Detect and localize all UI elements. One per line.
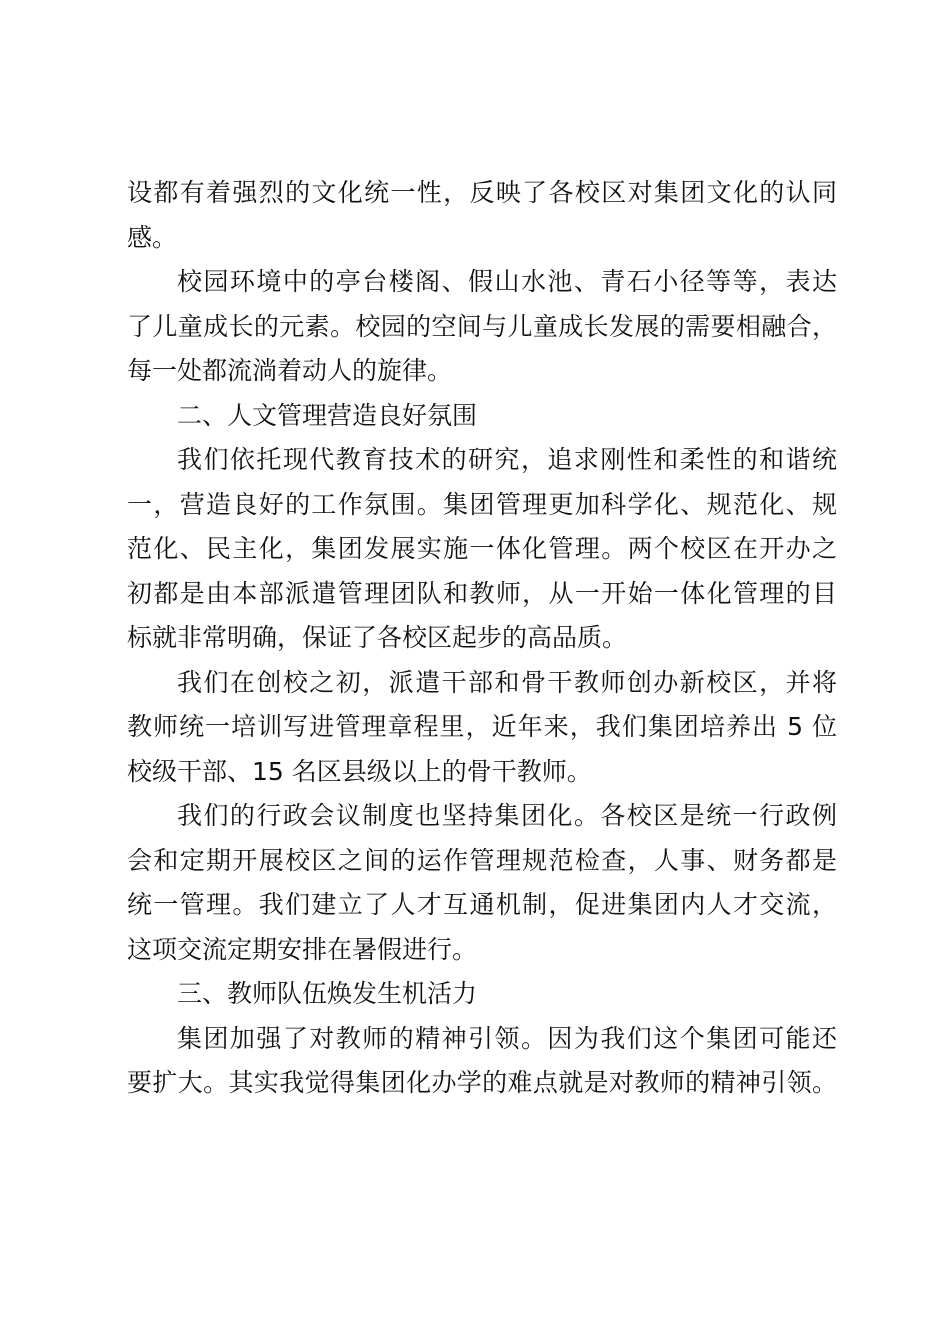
heading-text: 三、教师队伍焕发生机活力 [177,979,478,1008]
text-line: 教师统一培训写进管理章程里，近年来，我们集团培养出 5 位 [127,712,837,741]
text-line: 集团加强了对教师的精神引领。因为我们这个集团可能还 [177,1023,837,1053]
heading-text: 二、人文管理营造良好氛围 [177,400,478,430]
text-line: 要扩大。其实我觉得集团化办学的难点就是对教师的精神引领。 [127,1068,837,1097]
section-heading-teacher-vitality [127,972,837,1017]
text-line: 了儿童成长的元素。校园的空间与儿童成长发展的需要相融合， [127,311,837,341]
text-line: 我们在创校之初，派遣干部和骨干教师创办新校区，并将 [177,667,837,697]
text-line: 校级干部、15 名区县级以上的骨干教师。 [127,756,592,786]
section-heading-humanistic-management [127,394,837,439]
text-line: 每一处都流淌着动人的旋律。 [127,356,453,385]
text-line: 校园环境中的亭台楼阁、假山水池、青石小径等等，表达 [177,267,837,296]
text-line: 感。 [127,222,178,252]
text-line: 这项交流定期安排在暑假进行。 [127,934,478,964]
text-line: 会和定期开展校区之间的运作管理规范检查，人事、财务都是 [127,845,837,875]
text-line: 范化、民主化，集团发展实施一体化管理。两个校区在开办之 [127,534,837,563]
text-line: 一，营造良好的工作氛围。集团管理更加科学化、规范化、规 [127,489,837,519]
text-line: 标就非常明确，保证了各校区起步的高品质。 [127,623,628,652]
text-line: 我们依托现代教育技术的研究，追求刚性和柔性的和谐统 [177,445,837,474]
paragraph-new-campus-staff [127,661,837,795]
paragraph-campus-environment [127,260,837,394]
paragraph-administrative-system [127,794,837,972]
document-body [127,171,837,1106]
text-line: 初都是由本部派遣管理团队和教师，从一开始一体化管理的目 [127,578,837,608]
paragraph-cultural-unity [127,171,837,260]
paragraph-management-atmosphere [127,438,837,661]
paragraph-spiritual-guidance [127,1017,837,1106]
text-line: 设都有着强烈的文化统一性，反映了各校区对集团文化的认同 [127,178,837,207]
text-line: 统一管理。我们建立了人才互通机制，促进集团内人才交流， [127,890,837,919]
text-line: 我们的行政会议制度也坚持集团化。各校区是统一行政例 [177,801,837,830]
